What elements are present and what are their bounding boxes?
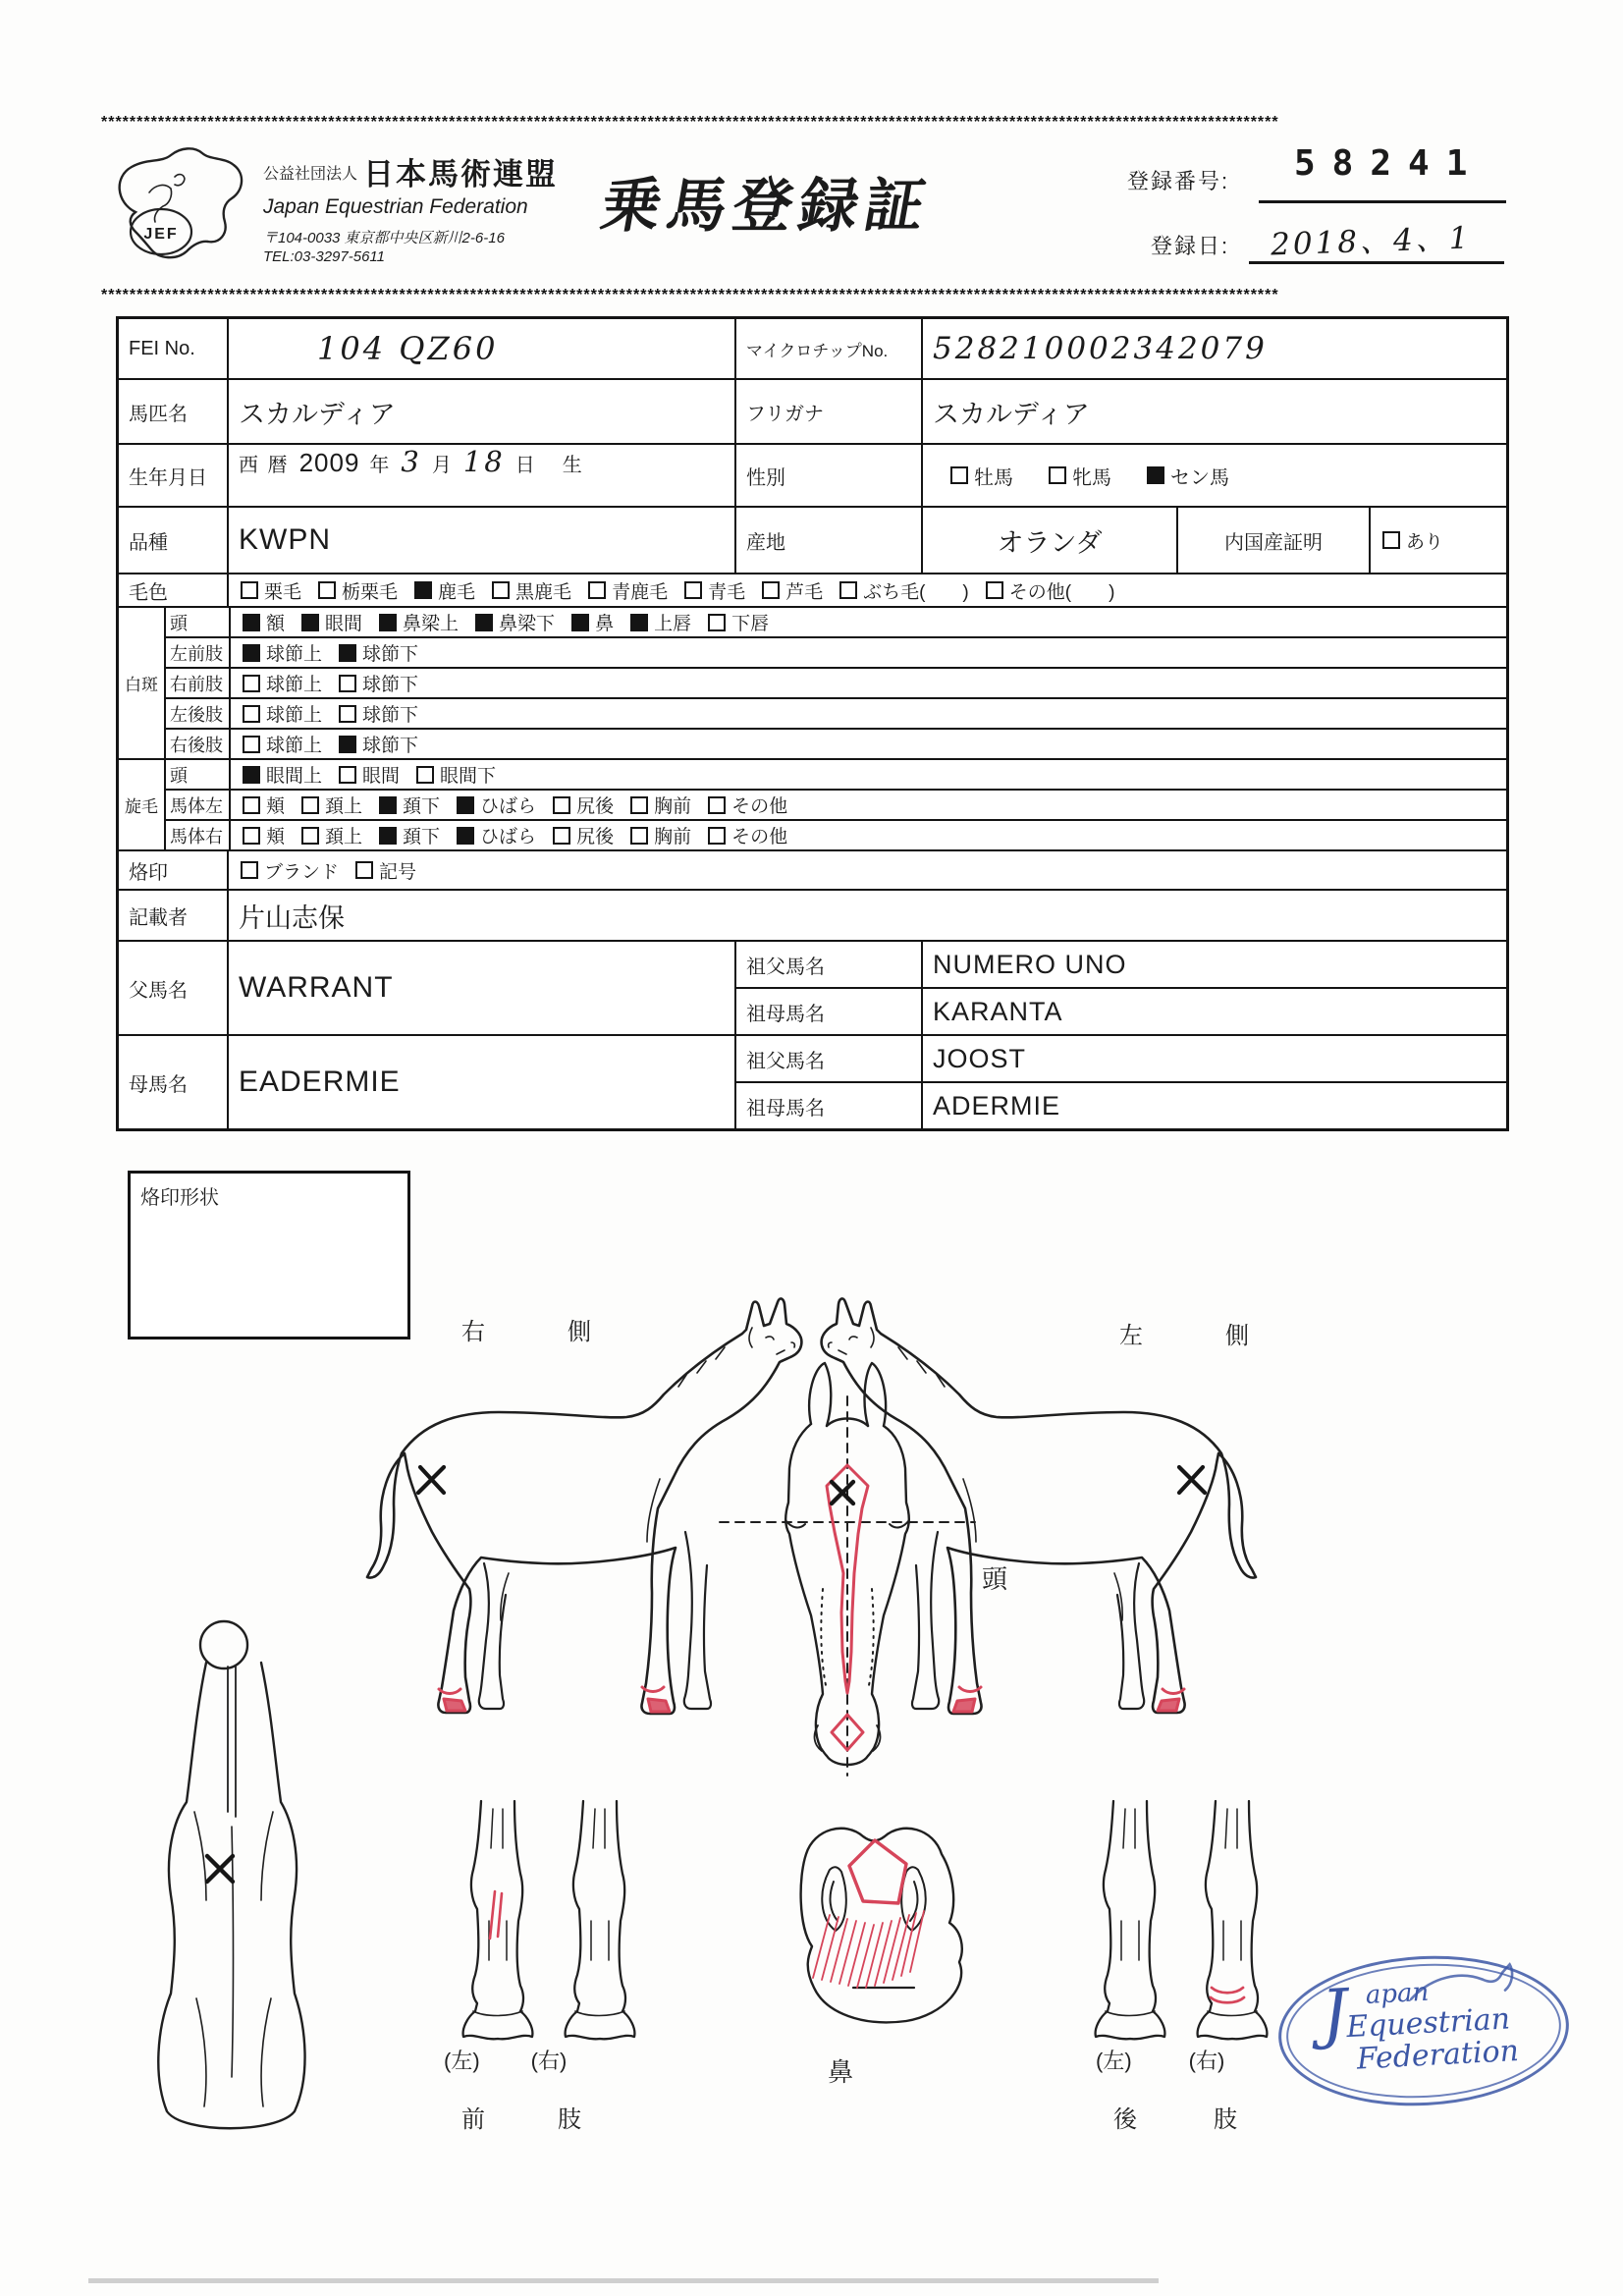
checkbox-option xyxy=(243,792,285,818)
white-markings-rows xyxy=(164,608,1506,758)
neck-whorl-x xyxy=(207,1856,233,1882)
asterisk-separator-top: ********************************************************************************************************************************************************************** xyxy=(101,114,1279,131)
option-label: 眼間 xyxy=(362,766,401,787)
origin-label: 産地 xyxy=(734,508,921,573)
mane-lines xyxy=(228,1667,236,1817)
checkbox-option xyxy=(986,577,1115,604)
org-name: 日本馬術連盟 xyxy=(363,157,559,191)
furigana-label: フリガナ xyxy=(734,380,921,443)
sire-grandparents xyxy=(734,942,1506,1034)
checkbox-option xyxy=(457,792,536,818)
checkbox-unchecked xyxy=(1049,466,1066,484)
red-marking-front-leg xyxy=(642,1687,670,1712)
option-label: 鹿毛 xyxy=(438,581,476,603)
birth-day-unit: 日 xyxy=(514,455,537,476)
reg-date-label: 登録日: xyxy=(1151,234,1230,258)
granddam-label: 祖母馬名 xyxy=(734,1083,921,1128)
checkbox-option xyxy=(588,577,668,604)
checkbox-option xyxy=(1049,462,1111,490)
chip-label: マイクロチップNo. xyxy=(734,319,921,378)
right-side-label: 右側 xyxy=(461,1319,674,1345)
checkbox-checked xyxy=(339,736,356,753)
origin-value: オランダ xyxy=(997,527,1103,558)
row-label: 左後肢 xyxy=(164,699,229,728)
whorls-label: 旋毛 xyxy=(125,797,158,816)
checkbox-option xyxy=(492,577,571,604)
checkbox-unchecked xyxy=(243,675,260,692)
row-label: 右前肢 xyxy=(164,669,229,697)
checkbox-unchecked xyxy=(553,827,570,845)
birth-era: 西 暦 xyxy=(239,455,290,476)
checkbox-option xyxy=(379,792,440,818)
option-label: 下唇 xyxy=(731,614,770,634)
checkbox-unchecked xyxy=(339,766,356,784)
option-label: 尻後 xyxy=(576,796,615,817)
option-label: 球節下 xyxy=(362,644,419,665)
org-type: 公益社団法人 xyxy=(263,166,358,183)
option-label: あり xyxy=(1406,531,1444,553)
org-name-en: Japan Equestrian Federation xyxy=(263,195,528,218)
checkbox-checked xyxy=(301,614,319,631)
whorls-body-right-options xyxy=(229,821,1506,849)
option-label: 頚上 xyxy=(325,796,363,817)
checkbox-option xyxy=(379,609,459,635)
sire-value: WARRANT xyxy=(239,971,394,1004)
option-label: 青毛 xyxy=(708,581,746,603)
checkbox-checked xyxy=(379,827,397,845)
spine-line xyxy=(232,1827,234,2077)
row-label: 左前肢 xyxy=(164,638,229,667)
coat-options xyxy=(227,574,1506,606)
option-label: 黒鹿毛 xyxy=(515,581,572,603)
left-side-label: 左側 xyxy=(1119,1323,1331,1349)
checkbox-option xyxy=(243,731,322,757)
checkbox-option xyxy=(339,700,418,727)
dam-value: EADERMIE xyxy=(239,1066,401,1098)
checkbox-option xyxy=(379,822,440,848)
horse-left-side-view xyxy=(822,1298,1256,1714)
option-label: 球節下 xyxy=(362,675,419,695)
dam-label: 母馬名 xyxy=(129,1073,188,1096)
red-marking-hind-leg xyxy=(1158,1689,1184,1711)
checkbox-unchecked xyxy=(416,766,434,784)
option-label: 上唇 xyxy=(654,614,692,634)
birth-year: 2009 xyxy=(298,448,360,477)
option-label: セン馬 xyxy=(1170,466,1229,489)
option-label: 球節上 xyxy=(266,675,323,695)
option-label: 青鹿毛 xyxy=(612,581,669,603)
red-marking-front-leg xyxy=(953,1687,981,1712)
option-label: 球節下 xyxy=(362,705,419,726)
checkbox-unchecked xyxy=(708,796,726,814)
checkbox-unchecked xyxy=(492,581,510,599)
furigana-value: スカルディア xyxy=(933,399,1090,429)
option-label: 額 xyxy=(266,614,286,634)
front-word-1: 前 xyxy=(461,2106,485,2133)
checkbox-unchecked xyxy=(301,827,319,845)
reg-date-value: 2018、4、1 xyxy=(1270,220,1473,263)
front-word-2: 肢 xyxy=(558,2106,581,2133)
granddam-value: KARANTA xyxy=(933,996,1063,1026)
checkbox-option xyxy=(414,577,475,604)
checkbox-option xyxy=(457,822,536,848)
stamp-saddle-graphic xyxy=(1404,1959,1534,2007)
asterisk-separator-mid: ********************************************************************************************************************************************************************** xyxy=(101,287,1279,303)
option-label: 眼間下 xyxy=(440,766,497,787)
checkbox-option xyxy=(839,577,969,604)
checkbox-checked xyxy=(457,827,474,845)
white-markings-rf-options xyxy=(229,669,1506,697)
registration-table xyxy=(116,316,1509,1131)
birth-day: 18 xyxy=(462,445,506,478)
checkbox-option xyxy=(339,670,418,696)
option-label: 牝馬 xyxy=(1072,466,1111,489)
option-label: その他( ) xyxy=(1008,581,1115,603)
checkbox-option xyxy=(416,761,496,788)
name-value: スカルディア xyxy=(239,399,396,429)
fei-label: FEI No. xyxy=(129,337,195,359)
checkbox-checked xyxy=(379,614,397,631)
whorl-x-mark xyxy=(418,1467,444,1493)
checkbox-checked xyxy=(475,614,493,631)
hind-word-1: 後 xyxy=(1113,2106,1137,2133)
domestic-options xyxy=(1369,508,1506,573)
red-marking-hind-leg xyxy=(439,1689,465,1711)
checkbox-option xyxy=(950,462,1013,490)
red-hatch-marking xyxy=(813,1911,924,1988)
checkbox-unchecked xyxy=(708,614,726,631)
checkbox-option xyxy=(630,822,691,848)
dam-grandparents xyxy=(734,1036,1506,1128)
reg-no-underline xyxy=(1259,147,1506,203)
stamp-big-j: J xyxy=(1319,1975,1350,2052)
chip-value: 528210002342079 xyxy=(933,331,1268,366)
option-label: その他 xyxy=(731,796,788,817)
red-muzzle-patch-outline xyxy=(849,1840,906,1903)
option-label: 頬 xyxy=(266,827,286,847)
sire-label: 父馬名 xyxy=(129,979,188,1002)
head-top xyxy=(200,1621,247,1668)
option-label: ブランド xyxy=(264,861,340,883)
front-left-label: (左) xyxy=(444,2049,480,2073)
checkbox-unchecked xyxy=(243,705,260,723)
birth-value xyxy=(227,445,734,506)
whorl-x-mark xyxy=(1179,1467,1205,1493)
checkbox-unchecked xyxy=(708,827,726,845)
row-label: 右後肢 xyxy=(164,730,229,758)
checkbox-unchecked xyxy=(630,796,648,814)
horse-detail-lines xyxy=(501,1328,795,1620)
checkbox-option xyxy=(339,639,418,666)
checkbox-option xyxy=(762,577,823,604)
option-label: 球節上 xyxy=(266,705,323,726)
option-label: 胸前 xyxy=(654,796,692,817)
white-markings-lf-options xyxy=(229,638,1506,667)
checkbox-unchecked xyxy=(762,581,780,599)
checkbox-unchecked xyxy=(839,581,857,599)
row-label: 頭 xyxy=(164,760,229,789)
checkbox-option xyxy=(339,761,400,788)
checkbox-checked xyxy=(243,644,260,662)
jef-logo xyxy=(106,143,255,263)
reg-date-underline xyxy=(1249,210,1504,264)
birth-suffix: 生 xyxy=(562,455,584,476)
option-label: 頚上 xyxy=(325,827,363,847)
whorls-rows xyxy=(164,760,1506,849)
red-marking-front-left-leg xyxy=(490,1891,502,1939)
checkbox-option xyxy=(708,822,787,848)
left-nostril xyxy=(822,1867,846,1931)
checkbox-option xyxy=(301,792,362,818)
checkbox-option xyxy=(243,822,285,848)
org-address: 〒104-0033 東京都中央区新川2-6-16 xyxy=(263,230,505,246)
sex-options xyxy=(921,445,1506,506)
option-label: 尻後 xyxy=(576,827,615,847)
grandsire-value: JOOST xyxy=(933,1043,1027,1073)
option-label: 頚下 xyxy=(403,827,441,847)
checkbox-option xyxy=(355,857,416,884)
option-label: その他 xyxy=(731,827,788,847)
checkbox-checked xyxy=(414,581,432,599)
saddle-outline xyxy=(120,148,242,257)
option-label: 眼間 xyxy=(325,614,363,634)
checkbox-option xyxy=(318,577,398,604)
option-label: 球節上 xyxy=(266,644,323,665)
checkbox-unchecked xyxy=(339,705,356,723)
option-label: 球節上 xyxy=(266,736,323,756)
option-label: 鼻 xyxy=(595,614,615,634)
hind-right-label: (右) xyxy=(1188,2049,1225,2073)
checkbox-unchecked xyxy=(243,736,260,753)
whorls-body-left-options xyxy=(229,791,1506,819)
reg-no-value: 58241 xyxy=(1294,143,1485,184)
brand-label: 烙印 xyxy=(129,861,168,884)
recorder-label: 記載者 xyxy=(129,906,188,929)
fei-value: 104 QZ60 xyxy=(317,330,499,367)
option-label: 球節下 xyxy=(362,736,419,756)
hind-word-2: 肢 xyxy=(1214,2106,1237,2133)
horse-head-front-view xyxy=(720,1363,975,1776)
muzzle-view xyxy=(801,1829,962,2023)
checkbox-checked xyxy=(379,796,397,814)
checkbox-option xyxy=(301,822,362,848)
reg-no-label: 登録番号: xyxy=(1127,169,1230,193)
certificate-title: 乗馬登録証 xyxy=(596,173,938,239)
checkbox-option xyxy=(241,857,339,884)
checkbox-unchecked xyxy=(950,466,968,484)
option-label: 頬 xyxy=(266,796,286,817)
checkbox-unchecked xyxy=(243,796,260,814)
head-view-label: 頭 xyxy=(982,1564,1010,1594)
checkbox-option xyxy=(241,577,301,604)
checkbox-unchecked xyxy=(243,827,260,845)
checkbox-checked xyxy=(457,796,474,814)
horse-top-view xyxy=(158,1621,304,2128)
checkbox-option xyxy=(553,792,614,818)
brand-shape-label: 烙印形状 xyxy=(140,1187,219,1209)
checkbox-option xyxy=(475,609,555,635)
checkbox-option xyxy=(339,731,418,757)
checkbox-option xyxy=(243,639,322,666)
option-label: 鼻梁上 xyxy=(403,614,460,634)
coat-label: 毛色 xyxy=(129,581,168,604)
hind-left-label: (左) xyxy=(1096,2049,1132,2073)
checkbox-unchecked xyxy=(684,581,702,599)
granddam-label: 祖母馬名 xyxy=(734,989,921,1034)
stamp-line-1: apan xyxy=(1365,1977,1430,2011)
checkbox-unchecked xyxy=(588,581,606,599)
horse-detail-lines xyxy=(829,1328,1123,1620)
birth-month-unit: 月 xyxy=(431,455,454,476)
grandsire-label: 祖父馬名 xyxy=(734,942,921,987)
stamp-line-3: Federation xyxy=(1355,2033,1520,2077)
white-markings-head-options xyxy=(229,608,1506,636)
checkbox-option xyxy=(243,670,322,696)
front-legs-view xyxy=(463,1801,635,2039)
checkbox-unchecked xyxy=(301,796,319,814)
checkbox-checked xyxy=(339,644,356,662)
grandsire-value: NUMERO UNO xyxy=(933,949,1127,979)
checkbox-option xyxy=(243,761,322,788)
stamp-line-2: Equestrian xyxy=(1345,2001,1511,2045)
checkbox-checked xyxy=(243,614,260,631)
checkbox-unchecked xyxy=(630,827,648,845)
recorder-value: 片山志保 xyxy=(239,902,345,933)
checkbox-unchecked xyxy=(986,581,1003,599)
checkbox-unchecked xyxy=(355,861,373,879)
checkbox-checked xyxy=(630,614,648,631)
option-label: ひばら xyxy=(480,796,537,817)
whorls-head-options xyxy=(229,760,1506,789)
option-label: ひばら xyxy=(480,827,537,847)
checkbox-option xyxy=(243,700,322,727)
forehead-whorl-x xyxy=(832,1482,853,1503)
birth-year-unit: 年 xyxy=(369,455,392,476)
checkbox-checked xyxy=(243,766,260,784)
front-right-label: (右) xyxy=(530,2049,568,2073)
checkbox-option xyxy=(1382,527,1443,554)
checkbox-option xyxy=(571,609,614,635)
granddam-value: ADERMIE xyxy=(933,1090,1061,1121)
name-label: 馬匹名 xyxy=(129,403,188,425)
option-label: 胸前 xyxy=(654,827,692,847)
white-markings-lh-options xyxy=(229,699,1506,728)
white-markings-label: 白斑 xyxy=(125,676,158,694)
row-label: 頭 xyxy=(164,608,229,636)
org-block xyxy=(263,149,558,265)
option-label: 頚下 xyxy=(403,796,441,817)
checkbox-checked xyxy=(571,614,589,631)
nose-view-label: 鼻 xyxy=(828,2057,856,2087)
row-label: 馬体左 xyxy=(164,791,229,819)
option-label: 栃栗毛 xyxy=(342,581,399,603)
checkbox-option xyxy=(708,792,787,818)
option-label: 牡馬 xyxy=(974,466,1013,489)
hind-legs-view xyxy=(1096,1801,1268,2039)
brand-options xyxy=(227,851,1506,889)
checkbox-unchecked xyxy=(1382,531,1400,549)
checkbox-option xyxy=(684,577,745,604)
option-label: 記号 xyxy=(379,861,417,883)
birth-label: 生年月日 xyxy=(129,466,207,489)
checkbox-option xyxy=(630,609,691,635)
sex-label: 性別 xyxy=(734,445,921,506)
breed-value: KWPN xyxy=(239,523,331,556)
checkbox-unchecked xyxy=(241,861,258,879)
checkbox-option xyxy=(630,792,691,818)
breed-label: 品種 xyxy=(129,531,168,554)
white-markings-rh-options xyxy=(229,730,1506,758)
checkbox-option xyxy=(708,609,769,635)
option-label: 鼻梁下 xyxy=(499,614,556,634)
checkbox-option xyxy=(301,609,362,635)
option-label: 芦毛 xyxy=(785,581,824,603)
domestic-label: 内国産証明 xyxy=(1176,508,1369,573)
option-label: ぶち毛( ) xyxy=(863,581,969,603)
right-ear xyxy=(865,1363,887,1426)
grandsire-label: 祖父馬名 xyxy=(734,1036,921,1081)
checkbox-option xyxy=(243,609,285,635)
checkbox-unchecked xyxy=(241,581,258,599)
checkbox-option xyxy=(553,822,614,848)
checkbox-option xyxy=(1147,462,1229,490)
checkbox-unchecked xyxy=(553,796,570,814)
horse-right-side-view xyxy=(367,1298,801,1714)
row-label: 馬体右 xyxy=(164,821,229,849)
jef-logo-text: JEF xyxy=(143,226,179,243)
org-tel: TEL:03-3297-5611 xyxy=(263,248,385,265)
checkbox-unchecked xyxy=(339,675,356,692)
checkbox-checked xyxy=(1147,466,1164,484)
scan-artifact-line xyxy=(88,2278,1159,2283)
red-marking-hind-right-leg xyxy=(1211,1988,1244,2002)
checkbox-unchecked xyxy=(318,581,336,599)
left-ear xyxy=(809,1363,831,1426)
option-label: 眼間上 xyxy=(266,766,323,787)
birth-month: 3 xyxy=(401,445,422,478)
option-label: 栗毛 xyxy=(264,581,302,603)
